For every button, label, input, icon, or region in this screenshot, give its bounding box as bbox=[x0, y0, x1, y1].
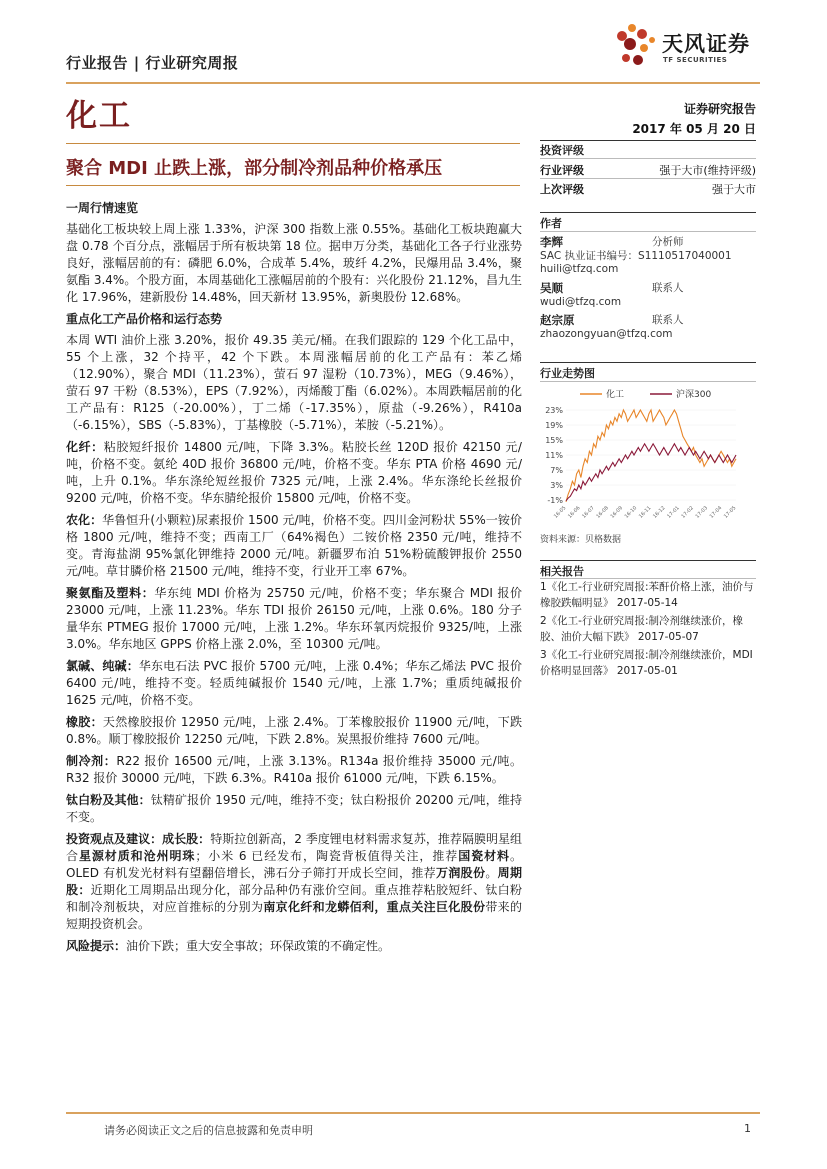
author-name: 李辉 bbox=[540, 235, 563, 249]
report-date: 2017 年 05 月 20 日 bbox=[632, 122, 756, 136]
x-tick-label: 16-10 bbox=[623, 505, 639, 520]
sidebar-rule bbox=[540, 212, 756, 213]
para-text: 天然橡胶报价 12950 元/吨，上涨 2.4%。丁苯橡胶报价 11900 元/吨，下跌 0.8%。顺丁橡胶报价 12250 元/吨，下跌 2.8%。炭黑报价维持 7600 元/吨。 bbox=[66, 715, 522, 746]
paragraph-fiber bbox=[66, 439, 522, 507]
author-block bbox=[540, 236, 756, 276]
y-tick-label: 7% bbox=[550, 466, 563, 475]
logo-subtext: TF SECURITIES bbox=[663, 56, 728, 64]
para-text: 油价下跌；重大安全事故；环保政策的不确定性。 bbox=[126, 939, 391, 953]
author-role: 联系人 bbox=[652, 314, 684, 326]
report-type: 证券研究报告 bbox=[683, 102, 756, 116]
logo-text: 天风证券 bbox=[662, 32, 750, 56]
x-tick-label: 16-08 bbox=[595, 505, 610, 520]
paragraph-investment bbox=[66, 831, 522, 933]
related-date: 2017-05-14 bbox=[616, 596, 678, 609]
para-text: ；小米 6 已经发布，陶瓷背板值得关注，推荐 bbox=[195, 849, 459, 863]
headline-top-rule bbox=[66, 143, 520, 144]
author-role: 分析师 bbox=[652, 236, 684, 248]
headline: 聚合 MDI 止跌上涨，部分制冷剂品种价格承压 bbox=[66, 158, 443, 179]
para-label: 化纤： bbox=[66, 440, 104, 454]
y-tick-label: -1% bbox=[547, 496, 563, 505]
footer-disclaimer: 请务必阅读正文之后的信息披露和免责申明 bbox=[104, 1124, 313, 1137]
para-bold: 国瓷材料 bbox=[458, 849, 510, 863]
x-tick-label: 16-11 bbox=[637, 505, 653, 520]
related-list bbox=[540, 580, 758, 682]
headline-bottom-rule bbox=[66, 185, 520, 186]
x-tick-label: 17-03 bbox=[694, 505, 710, 520]
para-label: 投资观点及建议：成长股： bbox=[66, 832, 211, 846]
sidebar-rule bbox=[540, 578, 756, 579]
rating-row bbox=[540, 162, 756, 178]
section-title: 重点化工产品价格和运行态势 bbox=[66, 312, 223, 326]
author-role: 联系人 bbox=[652, 282, 684, 294]
author-email[interactable]: wudi@tfzq.com bbox=[540, 296, 622, 308]
section-title: 一周行情速览 bbox=[66, 201, 139, 215]
related-title: 相关报告 bbox=[540, 565, 584, 578]
para-text: 近期化工周期品出现分化，部分品种仍有涨价空间。重点推荐粘胶短纤、钛白粉和制冷剂板块，对应首推标的分别为 bbox=[66, 883, 522, 914]
related-item[interactable] bbox=[540, 614, 758, 645]
prev-rating-label: 上次评级 bbox=[540, 183, 584, 196]
paragraph-refrigerant bbox=[66, 753, 522, 787]
legend-label: 化工 bbox=[606, 390, 625, 400]
x-tick-label: 16-12 bbox=[652, 505, 667, 520]
para-text: 钛精矿报价 1950 元/吨，维持不变；钛白粉报价 20200 元/吨，维持不变。 bbox=[66, 793, 522, 824]
author-title: 作者 bbox=[540, 217, 562, 230]
related-date: 2017-05-07 bbox=[637, 630, 699, 643]
x-tick-label: 16-07 bbox=[581, 505, 596, 520]
sidebar-rule bbox=[540, 231, 756, 232]
related-text[interactable]: 2《化工-行业研究周报:制冷剂继续涨价，橡胶、油价大幅下跌》 bbox=[540, 615, 744, 643]
sector-title: 化工 bbox=[66, 98, 132, 134]
author-block bbox=[540, 314, 756, 341]
footer-divider bbox=[66, 1112, 760, 1114]
para-label: 钛白粉及其他： bbox=[66, 793, 151, 807]
related-item[interactable] bbox=[540, 648, 758, 679]
para-text: 带来的短期投资机会。 bbox=[66, 900, 522, 931]
para-label: 氯碱、纯碱： bbox=[66, 659, 139, 673]
x-tick-label: 16-06 bbox=[567, 505, 582, 520]
paragraph: 本周 WTI 油价上涨 3.20%，报价 49.35 美元/桶。在我们跟踪的 129 个化工品中，55 个上涨，32 个持平，42 个下跌。本周涨幅居前的化工产品有：苯乙烯（12.90%），聚合 MDI（11.23%），萤石 97 湿粉（10.73%），MEG（9.46%），萤石 97 干粉（8.53%），EPS（7.92%），丙烯酸丁酯（6.02%）。本周跌幅居前的化工产品有：R125（-20.00%），丁二烯（-17.35%），原盐（-9.26%），R410a（-6.15%），SBS（-5.83%），丁基橡胶（-5.71%），苯胺（-5.21%）。 bbox=[66, 333, 522, 432]
y-tick-label: 15% bbox=[545, 436, 563, 445]
paragraph-pu bbox=[66, 585, 522, 653]
x-tick-label: 16-05 bbox=[552, 505, 568, 520]
paragraph-titanium bbox=[66, 792, 522, 826]
related-text[interactable]: 1《化工-行业研究周报:苯酐价格上涨，油价与橡胶跌幅明显》 bbox=[540, 581, 754, 609]
chart-source: 资料来源：贝格数据 bbox=[540, 535, 622, 545]
para-text: 华东电石法 PVC 报价 5700 元/吨，上涨 0.4%；华东乙烯法 PVC 报价 6400 元/吨，维持不变。轻质纯碱报价 1540 元/吨，上涨 1.7%；重质纯碱报价 1625 元/吨，价格不变。 bbox=[66, 659, 522, 707]
prev-rating-row bbox=[540, 181, 756, 197]
sidebar-rule bbox=[540, 362, 756, 363]
para-text: R22 报价 16500 元/吨，上涨 3.13%。R134a 报价维持 35000 元/吨。R32 报价 30000 元/吨，下跌 6.3%。R410a 报价 61000 元/吨，下跌 6.15%。 bbox=[66, 754, 522, 785]
para-text: 特斯拉创新高，2 季度锂电材料需求复苏，推荐隔膜明星组合 bbox=[66, 832, 522, 863]
para-bold: 周期股： bbox=[66, 866, 522, 897]
sidebar-rule bbox=[540, 158, 756, 159]
y-tick-label: 19% bbox=[545, 421, 563, 430]
paragraph: 基础化工板块较上周上涨 1.33%，沪深 300 指数上涨 0.55%。基础化工板块跑赢大盘 0.78 个百分点，涨幅居于所有板块第 18 位。据申万分类，基础化工各子行业涨势良好，涨幅居前的有：磷肥 6.0%，合成革 5.4%，玻纤 4.2%，民爆用品 3.4%，聚氨酯 3.4%。个股方面，本周基础化工涨幅居前的个股有：兴化股份 21.12%，昌九生化 17.96%，建新股份 14.48%，回天新材 13.95%，新奥股份 12.68%。 bbox=[66, 222, 522, 304]
para-bold: 万润股份 bbox=[435, 866, 486, 880]
rating-label: 行业评级 bbox=[540, 164, 584, 177]
paragraph-agri bbox=[66, 512, 522, 580]
author-name: 吴顺 bbox=[540, 281, 563, 295]
report-category: 行业报告 | 行业研究周报 bbox=[66, 54, 239, 72]
x-tick-label: 17-04 bbox=[708, 505, 724, 520]
rating-value: 强于大市(维持评级) bbox=[659, 164, 756, 177]
para-text: 。 bbox=[485, 866, 498, 880]
para-text: 华鲁恒升(小颗粒)尿素报价 1500 元/吨，价格不变。四川金河粉状 55%一铵价格 1800 元/吨，维持不变；西南工厂（64%褐色）二铵价格 2350 元/吨，维持不变。青海盐湖 95%氯化钾维持 2000 元/吨。新疆罗布泊 51%粉硫酸钾报价 2550 元/吨。草甘膦价格 21500 元/吨，维持不变，行业开工率 67%。 bbox=[66, 513, 522, 578]
para-bold: 星源材质和沧州明珠 bbox=[78, 849, 196, 863]
x-tick-label: 16-09 bbox=[609, 505, 625, 520]
paragraph-alkali bbox=[66, 658, 522, 709]
page-number: 1 bbox=[744, 1122, 751, 1135]
related-text[interactable]: 3《化工-行业研究周报:制冷剂继续涨价，MDI 价格明显回落》 bbox=[540, 649, 753, 677]
author-email[interactable]: huili@tfzq.com bbox=[540, 263, 619, 275]
sidebar-rule bbox=[540, 381, 756, 382]
author-name: 赵宗原 bbox=[540, 313, 575, 327]
sidebar-rule bbox=[540, 178, 756, 179]
para-text: 粘胶短纤报价 14800 元/吨，下降 3.3%。粘胶长丝 120D 报价 42150 元/吨，价格不变。氨纶 40D 报价 36800 元/吨，价格不变。华东 PTA 价格 4690 元/吨，上升 0.1%。华东涤纶短丝报价 7325 元/吨，上涨 2.4%。华东涤纶长丝报价 9200 元/吨，价格不变。华东腈纶报价 15800 元/吨，价格不变。 bbox=[66, 440, 522, 505]
y-tick-label: 3% bbox=[550, 481, 563, 490]
paragraph-rubber bbox=[66, 714, 522, 748]
sidebar-rule bbox=[540, 140, 756, 141]
para-label: 农化： bbox=[66, 513, 103, 527]
para-label: 聚氨酯及塑料： bbox=[66, 586, 155, 600]
y-tick-label: 23% bbox=[545, 406, 563, 415]
x-tick-label: 17-05 bbox=[722, 505, 738, 520]
related-date: 2017-05-01 bbox=[616, 664, 678, 677]
para-text: 。OLED 有机发光材料有望翻倍增长，沸石分子筛打开成长空间，推荐 bbox=[66, 849, 522, 880]
para-label: 橡胶： bbox=[66, 715, 103, 729]
para-text: 华东纯 MDI 价格为 25750 元/吨，价格不变；华东聚合 MDI 报价 23000 元/吨，上涨 11.23%。华东 TDI 报价 26150 元/吨，上涨 0.6%。180 分子量华东 PTMEG 报价 17000 元/吨，上涨 1.2%。华东环氧丙烷报价 9325/吨，上涨 3.0%。华东地区 GPPS 价格上涨 2.0%，至 10300 元/吨。 bbox=[66, 586, 522, 651]
para-bold: 南京化纤和龙蟒佰利，重点关注巨化股份 bbox=[263, 900, 486, 914]
author-cert: SAC 执业证书编号：S1110517040001 bbox=[540, 250, 732, 262]
legend-label: 沪深300 bbox=[676, 390, 712, 400]
trend-title: 行业走势图 bbox=[540, 367, 595, 380]
author-email[interactable]: zhaozongyuan@tfzq.com bbox=[540, 328, 673, 340]
paragraph-risk bbox=[66, 938, 522, 955]
header-divider bbox=[66, 82, 760, 84]
y-tick-label: 11% bbox=[545, 451, 563, 460]
prev-rating-value: 强于大市 bbox=[712, 183, 756, 196]
sidebar-rule bbox=[540, 560, 756, 561]
main-body bbox=[66, 200, 522, 960]
x-tick-label: 17-02 bbox=[680, 505, 695, 520]
rating-title: 投资评级 bbox=[540, 144, 584, 157]
x-tick-label: 17-01 bbox=[666, 505, 681, 520]
trend-chart bbox=[540, 384, 756, 528]
para-label: 风险提示： bbox=[66, 939, 127, 953]
para-label: 制冷剂： bbox=[66, 754, 117, 768]
author-block bbox=[540, 282, 756, 309]
related-item[interactable] bbox=[540, 580, 758, 611]
tf-logo-icon bbox=[612, 16, 660, 68]
